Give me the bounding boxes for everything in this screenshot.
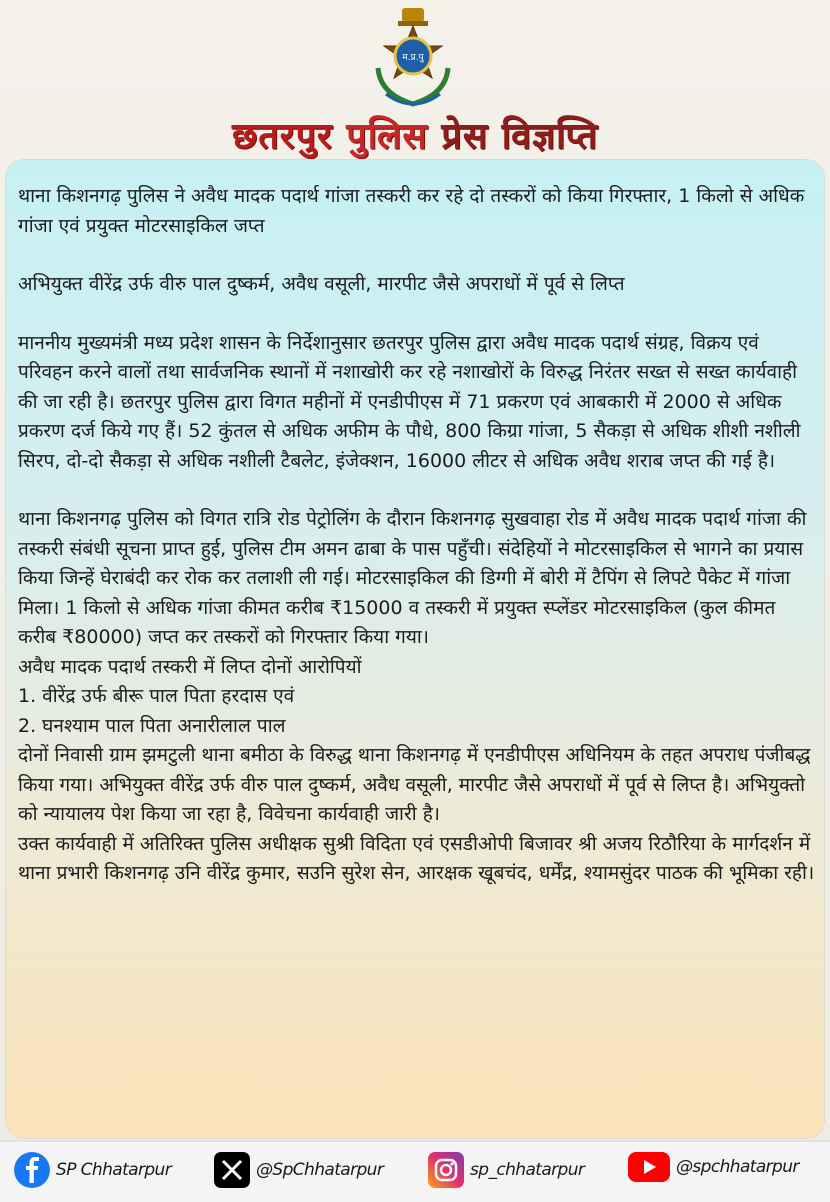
accused-2: 2. घनश्याम पाल पिता अनारीलाल पाल (18, 714, 286, 737)
facebook-handle: SP Chhatarpur (56, 1160, 172, 1180)
press-release-body (18, 182, 816, 889)
accused-1: 1. वीरेंद्र उर्फ बीरू पाल पिता हरदास एवं (18, 685, 295, 707)
paragraph-3: दोनों निवासी ग्राम झमटुली थाना बमीठा के विरुद्ध थाना किशनगढ़ में एनडीपीएस अधिनियम के तहत अपराध पंजीबद्ध किया गया। अभियुक्त वीरेंद्र उर्फ वीरु पाल दुष्कर्म, अवैध वसूली, मारपीट जैसे अपराधों में पूर्व से लिप्त है। अभियुक्तो को न्यायालय पेश किया जा रहा है, विवेचना कार्यवाही जारी है। (18, 744, 811, 825)
title-word-2: पुलिस (346, 115, 428, 157)
instagram-icon (428, 1152, 464, 1188)
title-word-3: प्रेस विज्ञप्ति (441, 115, 598, 157)
facebook-icon (14, 1152, 50, 1188)
paragraph-1: माननीय मुख्यमंत्री मध्य प्रदेश शासन के निर्देशानुसार छतरपुर पुलिस द्वारा अवैध मादक पदार्थ संग्रह, विक्रय एवं परिवहन करने वालों तथा सार्वजनिक स्थानों में नशाखोरी कर रहे नशाखोरों के विरुद्ध निरंतर सख्त से सख्त कार्यवाही की जा रही है। छतरपुर पुलिस द्वारा विगत महीनों में एनडीपीएस में 71 प्रकरण एवं आबकारी में 2000 से अधिक प्रकरण दर्ज किये गए हैं। 52 कुंतल से अधिक अफीम के पौधे, 800 किग्रा गांजा, 5 सैकड़ा से अधिक शीशी नशीली सिरप, दो-दो सैकड़ा से अधिक नशीली टैबलेट, इंजेक्शन, 16000 लीटर से अधिक अवैध शराब जप्त की गई है। (18, 331, 801, 472)
paragraph-4: उक्त कार्यवाही में अतिरिक्त पुलिस अधीक्षक सुश्री विदिता एवं एसडीओपी बिजावर श्री अजय रिठौरिया के मार्गदर्शन में थाना प्रभारी किशनगढ़ उनि वीरेंद्र कुमार, सउनि सुरेश सेन, आरक्षक खूबचंद, धर्मेंद्र, श्यामसुंदर पाठक की भूमिका रही। (18, 832, 815, 884)
x-handle: @SpChhatarpur (256, 1160, 384, 1180)
accused-intro: अवैध मादक पदार्थ तस्करी में लिप्त दोनों आरोपियों (18, 655, 362, 678)
header (0, 0, 830, 158)
instagram-handle: sp_chhatarpur (470, 1160, 585, 1180)
headline: थाना किशनगढ़ पुलिस ने अवैध मादक पदार्थ गांजा तस्करी कर रहे दो तस्करों को किया गिरफ्तार, 1 किलो से अधिक गांजा एवं प्रयुक्त मोटरसाइकिल जप्त (18, 185, 805, 237)
title-word-1: छतरपुर (232, 115, 333, 157)
page-title (0, 110, 830, 159)
youtube-icon (628, 1152, 670, 1182)
youtube-link[interactable] (628, 1152, 799, 1182)
x-link[interactable] (214, 1152, 383, 1188)
instagram-link[interactable] (428, 1152, 584, 1188)
social-footer (0, 1140, 830, 1202)
emblem-text: म.प्र.पु (402, 53, 424, 63)
subhead: अभियुक्त वीरेंद्र उर्फ वीरु पाल दुष्कर्म, अवैध वसूली, मारपीट जैसे अपराधों में पूर्व से लिप्त (18, 273, 625, 295)
x-icon (214, 1152, 250, 1188)
press-release-card (6, 160, 824, 1138)
paragraph-2: थाना किशनगढ़ पुलिस को विगत रात्रि रोड पेट्रोलिंग के दौरान किशनगढ़ सुखवाहा रोड में अवैध मादक पदार्थ गांजा की तस्करी संबंधी सूचना प्राप्त हुई, पुलिस टीम अमन ढाबा के पास पहुँची। संदेहियों ने मोटरसाइकिल से भागने का प्रयास किया जिन्हें घेराबंदी कर रोक कर तलाशी ली गई। मोटरसाइकिल की डिग्गी में बोरी में टैपिंग से लिपटे पैकेट में गांजा मिला। 1 किलो से अधिक गांजा कीमत करीब ₹15000 व तस्करी में प्रयुक्त स्प्लेंडर मोटरसाइकिल (कुल कीमत करीब ₹80000) जप्त कर तस्करों को गिरफ्तार किया गया। (18, 508, 807, 648)
facebook-link[interactable] (14, 1152, 171, 1188)
mp-police-emblem-icon (358, 6, 468, 114)
youtube-handle: @spchhatarpur (676, 1157, 799, 1177)
